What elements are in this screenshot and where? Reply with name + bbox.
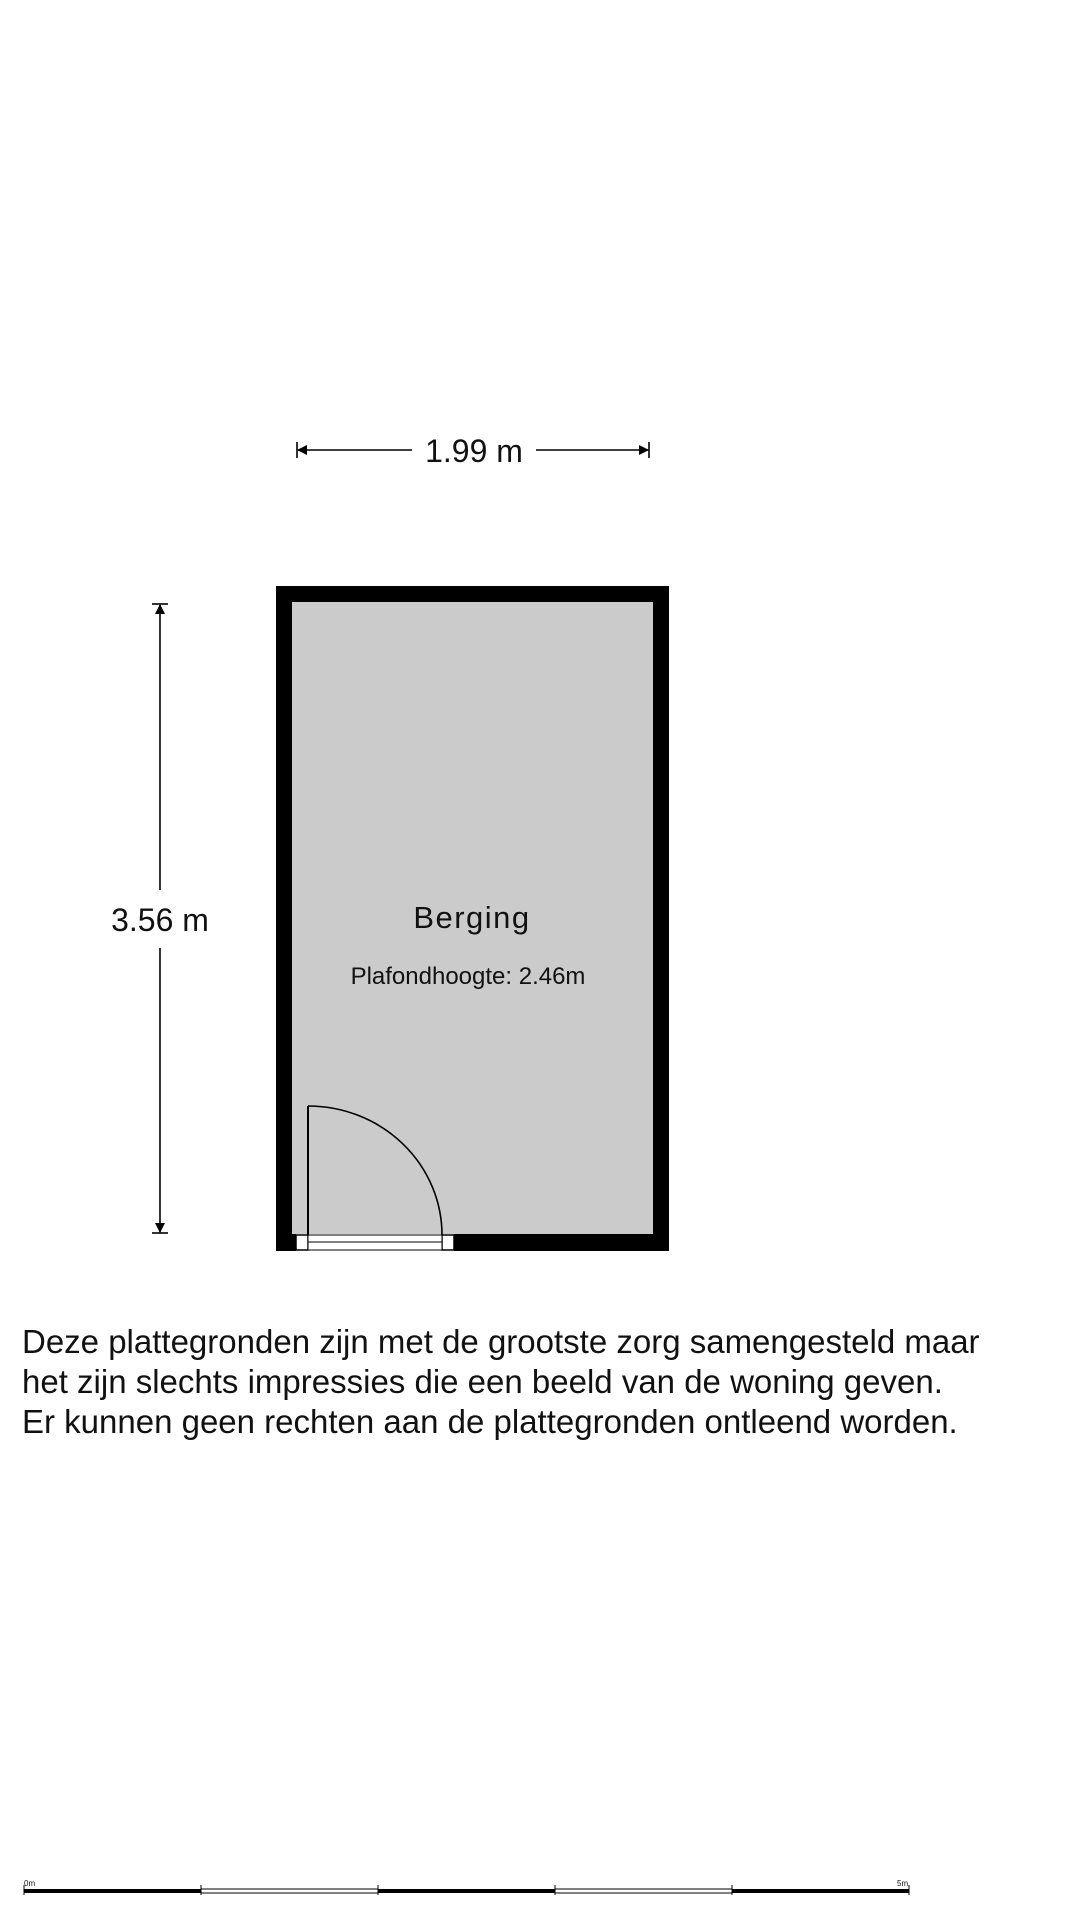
room-name: Berging [413, 900, 531, 935]
wall-bottom-left [276, 1234, 296, 1251]
scale-segment-5 [732, 1889, 909, 1893]
disclaimer-text [22, 1322, 1062, 1442]
scale-start-label: 0m [24, 1879, 36, 1888]
scale-segment-1 [24, 1889, 201, 1893]
scale-segment-2 [201, 1889, 378, 1893]
scale-bar [24, 1879, 909, 1895]
ceiling-height: Plafondhoogte: 2.46m [350, 963, 586, 990]
disclaimer-line-1: Deze plattegronden zijn met de grootste zorg samengesteld maar [22, 1323, 980, 1360]
width-dimension [297, 433, 649, 469]
wall-top [276, 586, 669, 602]
wall-right [653, 586, 669, 1251]
scale-segment-3 [378, 1889, 555, 1893]
scale-segment-4 [555, 1889, 732, 1893]
room-storage [276, 586, 669, 1251]
height-label: 3.56 m [111, 902, 209, 938]
width-label: 1.99 m [425, 433, 523, 469]
door-jamb-left [296, 1235, 308, 1250]
scale-end-label: 5m [897, 1879, 909, 1888]
door-jamb-right [442, 1235, 454, 1250]
disclaimer-line-3: Er kunnen geen rechten aan de plattegronden ontleend worden. [22, 1403, 958, 1440]
height-dimension [111, 604, 209, 1233]
wall-left [276, 586, 292, 1251]
wall-bottom-right [454, 1234, 669, 1251]
disclaimer-line-2: het zijn slechts impressies die een beeld van de woning geven. [22, 1363, 943, 1400]
